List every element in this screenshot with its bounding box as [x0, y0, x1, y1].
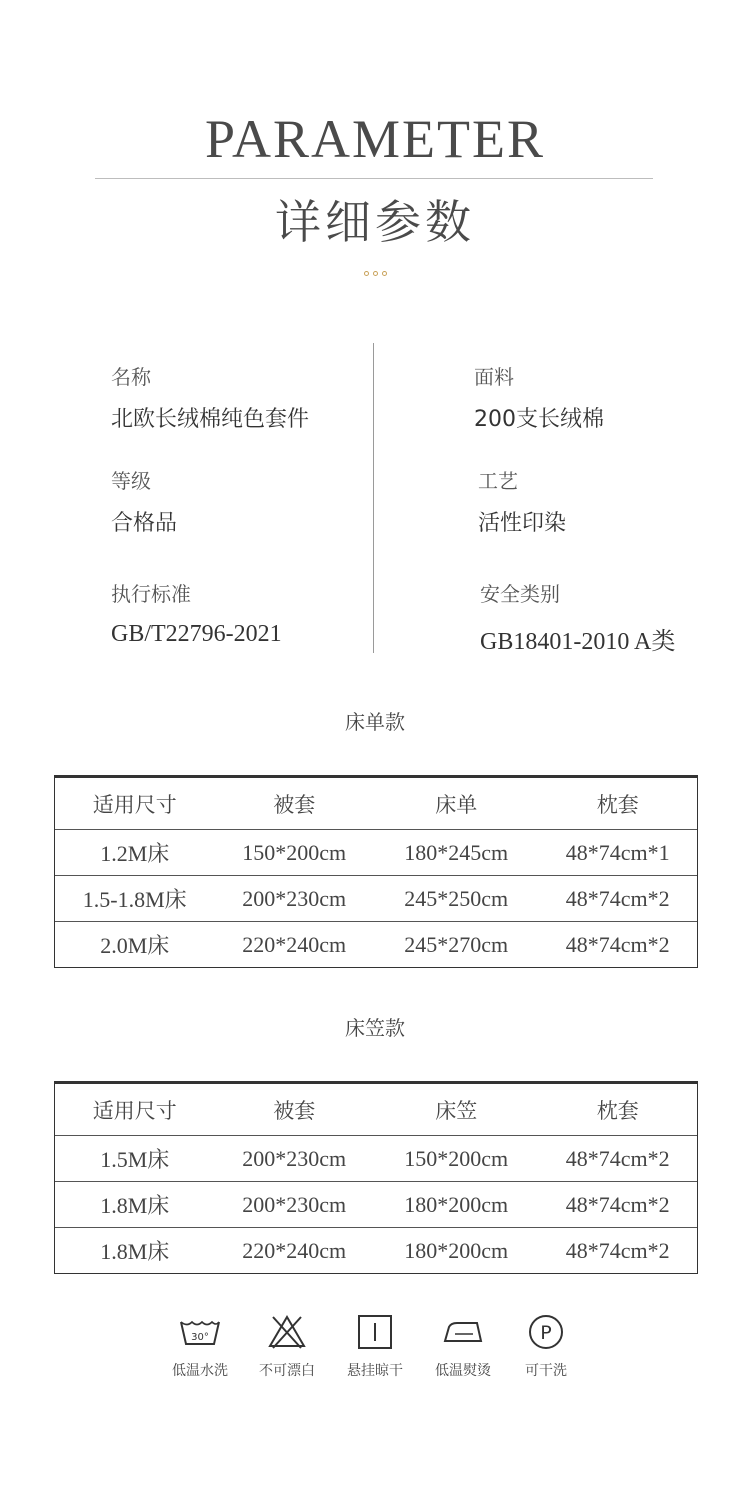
care-label: 低温熨烫 — [435, 1363, 491, 1379]
table-row — [55, 875, 697, 921]
param-fabric — [474, 361, 604, 433]
table-row — [55, 829, 697, 875]
table-cell: 2.0M床 — [100, 933, 170, 958]
care-label: 可干洗 — [525, 1363, 567, 1379]
title-divider — [95, 178, 653, 179]
table-cell: 48*74cm*2 — [565, 1237, 670, 1263]
param-label: 安全类别 — [480, 582, 560, 606]
size-table-sheet — [54, 775, 698, 968]
table-header-cell: 被套 — [273, 792, 316, 817]
dot — [373, 271, 378, 276]
param-craft — [478, 465, 566, 537]
table-header-cell: 床笠 — [435, 1098, 478, 1123]
param-value: 200支长绒棉 — [474, 407, 604, 432]
care-label: 悬挂晾干 — [347, 1363, 403, 1379]
param-name — [111, 361, 309, 433]
param-value: GB/T22796-2021 — [111, 621, 282, 647]
care-item-dryclean — [501, 1312, 591, 1380]
decorative-dots — [0, 271, 750, 276]
table-cell: 48*74cm*1 — [565, 839, 670, 865]
table-row — [55, 1227, 697, 1273]
table-cell: 1.2M床 — [100, 841, 170, 866]
no-bleach-icon — [242, 1312, 332, 1352]
param-value: 合格品 — [111, 511, 178, 536]
table-row — [55, 1181, 697, 1227]
care-item-dry — [330, 1312, 420, 1380]
table-header-cell: 被套 — [273, 1098, 316, 1123]
param-value: 北欧长绒棉纯色套件 — [111, 407, 310, 432]
table-header-row — [55, 778, 697, 829]
dot — [382, 271, 387, 276]
table-cell: 1.5M床 — [100, 1147, 170, 1172]
table-header-cell: 床单 — [435, 792, 478, 817]
param-label: 执行标准 — [111, 582, 191, 606]
param-label: 名称 — [111, 365, 151, 389]
table-header-cell: 适用尺寸 — [92, 792, 177, 817]
low-iron-icon — [418, 1312, 508, 1352]
table-cell: 150*200cm — [242, 839, 347, 865]
table-cell: 220*240cm — [242, 931, 347, 957]
param-label: 面料 — [474, 365, 514, 389]
table-cell: 48*74cm*2 — [565, 885, 670, 911]
param-value: 活性印染 — [478, 511, 567, 536]
dry-clean-icon — [501, 1312, 591, 1352]
param-label: 工艺 — [478, 469, 518, 493]
param-grade — [111, 465, 177, 537]
hang-dry-icon — [330, 1312, 420, 1352]
table-cell: 180*200cm — [404, 1237, 509, 1263]
wash-temp-text: 30° — [191, 1332, 209, 1343]
care-label: 不可漂白 — [259, 1363, 315, 1379]
table-cell: 48*74cm*2 — [565, 1191, 670, 1217]
table-cell: 180*200cm — [404, 1191, 509, 1217]
table2-title: 床笠款 — [345, 1016, 405, 1040]
table-cell: 150*200cm — [404, 1145, 509, 1171]
care-item-iron — [418, 1312, 508, 1380]
table-header-cell: 枕套 — [596, 1098, 639, 1123]
param-label: 等级 — [111, 469, 151, 493]
table1-title: 床单款 — [345, 710, 405, 734]
table-header-row — [55, 1084, 697, 1135]
care-item-bleach — [242, 1312, 332, 1380]
table-cell: 200*230cm — [242, 1191, 347, 1217]
table-cell: 180*245cm — [404, 839, 509, 865]
table-cell: 1.5-1.8M床 — [82, 887, 187, 912]
size-table-fitted — [54, 1081, 698, 1274]
table-header-cell: 枕套 — [596, 792, 639, 817]
table-row — [55, 921, 697, 967]
table-cell: 1.8M床 — [100, 1193, 170, 1218]
table-cell: 245*270cm — [404, 931, 509, 957]
page-title-cn: 详细参数 — [275, 195, 475, 249]
wash-30-icon — [155, 1312, 245, 1352]
table-cell: 1.8M床 — [100, 1239, 170, 1264]
dot — [364, 271, 369, 276]
table-cell: 245*250cm — [404, 885, 509, 911]
table-row — [55, 1135, 697, 1181]
table-header-cell: 适用尺寸 — [92, 1098, 177, 1123]
table-cell: 48*74cm*2 — [565, 1145, 670, 1171]
table-cell: 200*230cm — [242, 1145, 347, 1171]
care-item-wash — [155, 1312, 245, 1380]
dry-clean-text: P — [540, 1322, 552, 1344]
param-safety — [480, 578, 675, 656]
page-title-en: PARAMETER — [204, 109, 546, 169]
param-standard — [111, 578, 282, 648]
params-divider — [373, 343, 374, 653]
care-label: 低温水洗 — [172, 1363, 228, 1379]
param-value: GB18401-2010 A类 — [480, 629, 676, 655]
table-cell: 220*240cm — [242, 1237, 347, 1263]
table-cell: 48*74cm*2 — [565, 931, 670, 957]
table-cell: 200*230cm — [242, 885, 347, 911]
